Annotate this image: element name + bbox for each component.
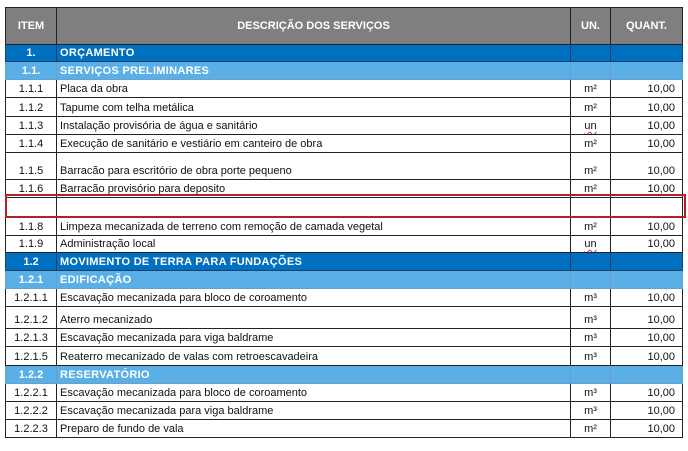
table-row	[5, 117, 683, 135]
cell-description[interactable]: RESERVATÓRIO	[57, 366, 571, 384]
cell-quantity[interactable]: 10,00	[611, 218, 683, 236]
table-row	[5, 384, 683, 402]
cell-description[interactable]: EDIFICAÇÃO	[57, 271, 571, 289]
table-row	[5, 135, 683, 153]
cell-quantity[interactable]: 10,00	[611, 384, 683, 402]
cell-quantity[interactable]: 10,00	[611, 420, 683, 438]
cell-quantity[interactable]: 10,00	[611, 153, 683, 180]
section-row	[5, 366, 683, 384]
cell-item[interactable]: 1.	[5, 45, 57, 62]
cell-item[interactable]: 1.1.5	[5, 153, 57, 180]
header-description[interactable]: DESCRIÇÃO DOS SERVIÇOS	[57, 7, 571, 45]
table-row	[5, 307, 683, 329]
section-row	[5, 271, 683, 289]
cell-quantity[interactable]: 10,00	[611, 289, 683, 307]
cell-unit[interactable]: m²	[571, 420, 611, 438]
cell-unit[interactable]: m²	[571, 218, 611, 236]
cell-description[interactable]: Tapume com telha metálica	[57, 98, 571, 117]
cell-item[interactable]: 1.2.2.3	[5, 420, 57, 438]
cell-quantity[interactable]: 10,00	[611, 402, 683, 420]
cell-unit[interactable]: m³	[571, 329, 611, 347]
table-row	[5, 289, 683, 307]
cell-unit[interactable]: m³	[571, 384, 611, 402]
cell-description[interactable]: Escavação mecanizada para bloco de coroamento	[57, 384, 571, 402]
cell-unit[interactable]	[571, 62, 611, 80]
cell-unit[interactable]: m²	[571, 98, 611, 117]
cell-description[interactable]: Escavação mecanizada para bloco de coroamento	[57, 289, 571, 307]
cell-description[interactable]: Preparo de fundo de vala	[57, 420, 571, 438]
cell-description[interactable]: Reaterro mecanizado de valas com retroescavadeira	[57, 347, 571, 366]
cell-description[interactable]: Escavação mecanizada para viga baldrame	[57, 402, 571, 420]
table-row	[5, 80, 683, 98]
cell-item[interactable]: 1.1.2	[5, 98, 57, 117]
cell-item[interactable]: 1.2.1.2	[5, 307, 57, 329]
table-row	[5, 347, 683, 366]
table-row	[5, 236, 683, 253]
cell-quantity[interactable]: 10,00	[611, 135, 683, 153]
cell-item[interactable]: 1.2.1.3	[5, 329, 57, 347]
cell-quantity[interactable]: 10,00	[611, 117, 683, 135]
table-row	[5, 218, 683, 236]
cell-unit[interactable]: m²	[571, 135, 611, 153]
cell-quantity[interactable]	[611, 253, 683, 271]
cell-quantity[interactable]: 10,00	[611, 236, 683, 253]
cell-quantity[interactable]: 10,00	[611, 307, 683, 329]
cell-description[interactable]: Escavação mecanizada para viga baldrame	[57, 329, 571, 347]
cell-item[interactable]: 1.2.1.5	[5, 347, 57, 366]
cell-unit[interactable]	[571, 45, 611, 62]
header-quantity[interactable]: QUANT.	[611, 7, 683, 45]
cell-quantity[interactable]: 10,00	[611, 180, 683, 198]
cell-unit[interactable]: m³	[571, 402, 611, 420]
cell-item[interactable]: 1.1.3	[5, 117, 57, 135]
cell-description[interactable]: Barracão provisório para deposito	[57, 180, 571, 198]
cell-description[interactable]: Execução de sanitário e vestiário em canteiro de obra	[57, 135, 571, 153]
cell-unit[interactable]: un	[571, 236, 611, 253]
table-header	[5, 7, 683, 45]
cell-item[interactable]: 1.2.2.2	[5, 402, 57, 420]
cell-unit[interactable]	[571, 253, 611, 271]
cell-description[interactable]: SERVIÇOS PRELIMINARES	[57, 62, 571, 80]
cell-quantity[interactable]	[611, 271, 683, 289]
cell-description[interactable]: Instalação provisória de água e sanitário	[57, 117, 571, 135]
cell-unit[interactable]	[571, 271, 611, 289]
selected-row-highlight	[5, 194, 686, 218]
cell-unit[interactable]: m³	[571, 347, 611, 366]
cell-item[interactable]: 1.2	[5, 253, 57, 271]
cell-item[interactable]: 1.1.1	[5, 80, 57, 98]
cell-unit[interactable]: un	[571, 117, 611, 135]
cell-unit[interactable]: m²	[571, 80, 611, 98]
cell-unit[interactable]	[571, 366, 611, 384]
cell-unit[interactable]: m³	[571, 289, 611, 307]
table-row	[5, 153, 683, 180]
section-row	[5, 253, 683, 271]
cell-item[interactable]: 1.2.1.1	[5, 289, 57, 307]
table-row	[5, 420, 683, 438]
cell-item[interactable]: 1.1.9	[5, 236, 57, 253]
table-row	[5, 329, 683, 347]
cell-description[interactable]: ORÇAMENTO	[57, 45, 571, 62]
cell-item[interactable]: 1.1.4	[5, 135, 57, 153]
cell-item[interactable]: 1.2.2.1	[5, 384, 57, 402]
cell-quantity[interactable]	[611, 45, 683, 62]
cell-item[interactable]: 1.1.6	[5, 180, 57, 198]
cell-item[interactable]: 1.2.1	[5, 271, 57, 289]
header-unit[interactable]: UN.	[571, 7, 611, 45]
cell-quantity[interactable]	[611, 366, 683, 384]
cell-quantity[interactable]: 10,00	[611, 98, 683, 117]
cell-description[interactable]: Placa da obra	[57, 80, 571, 98]
cell-item[interactable]: 1.1.8	[5, 218, 57, 236]
header-item[interactable]: ITEM	[5, 7, 57, 45]
cell-quantity[interactable]	[611, 62, 683, 80]
cell-description[interactable]: MOVIMENTO DE TERRA PARA FUNDAÇÕES	[57, 253, 571, 271]
cell-description[interactable]: Aterro mecanizado	[57, 307, 571, 329]
cell-quantity[interactable]: 10,00	[611, 347, 683, 366]
cell-unit[interactable]: m²	[571, 153, 611, 180]
section-row	[5, 62, 683, 80]
cell-description[interactable]: Administração local	[57, 236, 571, 253]
cell-description[interactable]: Barracão para escritório de obra porte pequeno	[57, 153, 571, 180]
cell-item[interactable]: 1.1.	[5, 62, 57, 80]
table-row	[5, 98, 683, 117]
cell-quantity[interactable]: 10,00	[611, 80, 683, 98]
cell-item[interactable]: 1.2.2	[5, 366, 57, 384]
cell-unit[interactable]: m²	[571, 180, 611, 198]
table-row	[5, 402, 683, 420]
section-row	[5, 45, 683, 62]
cell-quantity[interactable]: 10,00	[611, 329, 683, 347]
cell-description[interactable]: Limpeza mecanizada de terreno com remoção de camada vegetal	[57, 218, 571, 236]
cell-unit[interactable]: m³	[571, 307, 611, 329]
